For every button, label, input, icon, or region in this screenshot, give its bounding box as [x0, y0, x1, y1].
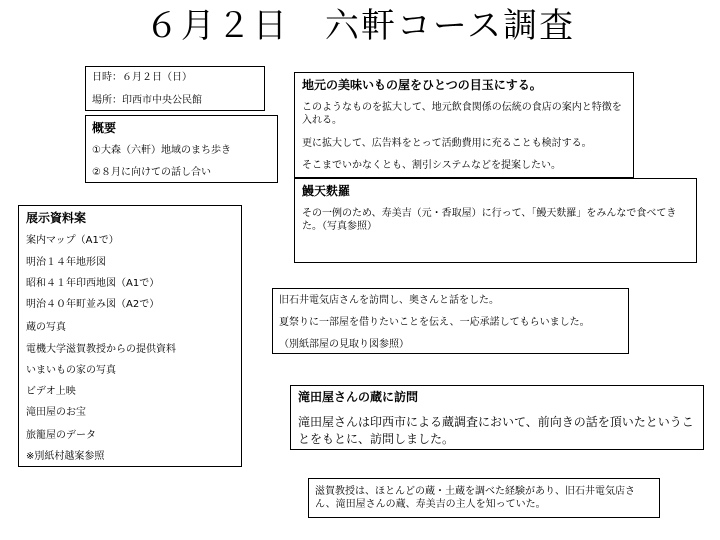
exhibit-item: ※別紙村越案参照 — [26, 451, 105, 462]
local-food-line: このようなものを拡大して、地元飲食関係の伝統の食店の案内と特徴を入れる。 — [302, 102, 622, 126]
shiga-box — [308, 478, 660, 518]
tempura-box — [294, 178, 697, 263]
meeting-date: 日時：６月２日（日） — [92, 72, 192, 83]
takita-box — [290, 385, 704, 450]
local-food-heading: 地元の美味いもの屋をひとつの目玉にする。 — [302, 78, 542, 92]
exhibit-item: 電機大学滋賀教授からの提供資料 — [26, 344, 176, 355]
ishii-box — [272, 288, 629, 354]
exhibit-item: 滝田屋のお宝 — [26, 407, 86, 418]
exhibit-item: 昭和４１年印西地図（A1で） — [26, 278, 160, 289]
page-title: ６月２日 六軒コース調査 — [144, 6, 576, 46]
agenda-box — [85, 115, 278, 183]
shiga-text: 滋賀教授は、ほとんどの蔵・土蔵を調べた経験があり、旧石井電気店さん、滝田屋さんの蔵、寿美吉の主人を知っていた。 — [315, 486, 635, 510]
exhibit-item: 旅籠屋のデータ — [26, 430, 96, 441]
meeting-info-box — [85, 66, 265, 111]
agenda-item: ②８月に向けての話し合い — [92, 167, 211, 178]
exhibit-box — [18, 205, 242, 467]
tempura-text: その一例のため、寿美吉（元・香取屋）に行って、「鰻天麩羅」をみんなで食べてきた。（写真参照） — [302, 208, 677, 232]
ishii-line: 旧石井電気店さんを訪問し、奥さんと話をした。 — [279, 295, 499, 306]
ishii-line: （別紙部屋の見取り図参照） — [279, 339, 409, 350]
local-food-box — [294, 72, 634, 178]
agenda-item: ①大森（六軒）地域のまち歩き — [92, 145, 231, 156]
local-food-line: 更に拡大して、広告料をとって活動費用に充ることも検討する。 — [302, 138, 592, 149]
exhibit-item: いまいもの家の写真 — [26, 365, 116, 376]
exhibit-item: 明治１４年地形図 — [26, 257, 106, 268]
tempura-heading: 鰻天麩羅 — [302, 184, 351, 198]
meeting-place: 場所：印西市中央公民館 — [92, 95, 202, 106]
exhibit-item: 蔵の写真 — [26, 322, 66, 333]
exhibit-item: ビデオ上映 — [26, 386, 76, 397]
takita-text: 滝田屋さんは印西市による蔵調査において、前向きの話を頂いたということをもとに、訪問しました。 — [298, 415, 694, 446]
takita-heading: 滝田屋さんの蔵に訪問 — [298, 390, 419, 404]
exhibit-item: 案内マップ（A1で） — [26, 235, 119, 246]
ishii-line: 夏祭りに一部屋を借りたいことを伝え、一応承諾してもらいました。 — [279, 317, 590, 328]
local-food-line: そこまでいかなくとも、割引システムなどを提案したい。 — [302, 160, 561, 171]
exhibit-heading: 展示資料案 — [26, 211, 87, 225]
exhibit-item: 明治４０年町並み図（A2で） — [26, 299, 160, 310]
agenda-heading: 概要 — [92, 121, 117, 135]
